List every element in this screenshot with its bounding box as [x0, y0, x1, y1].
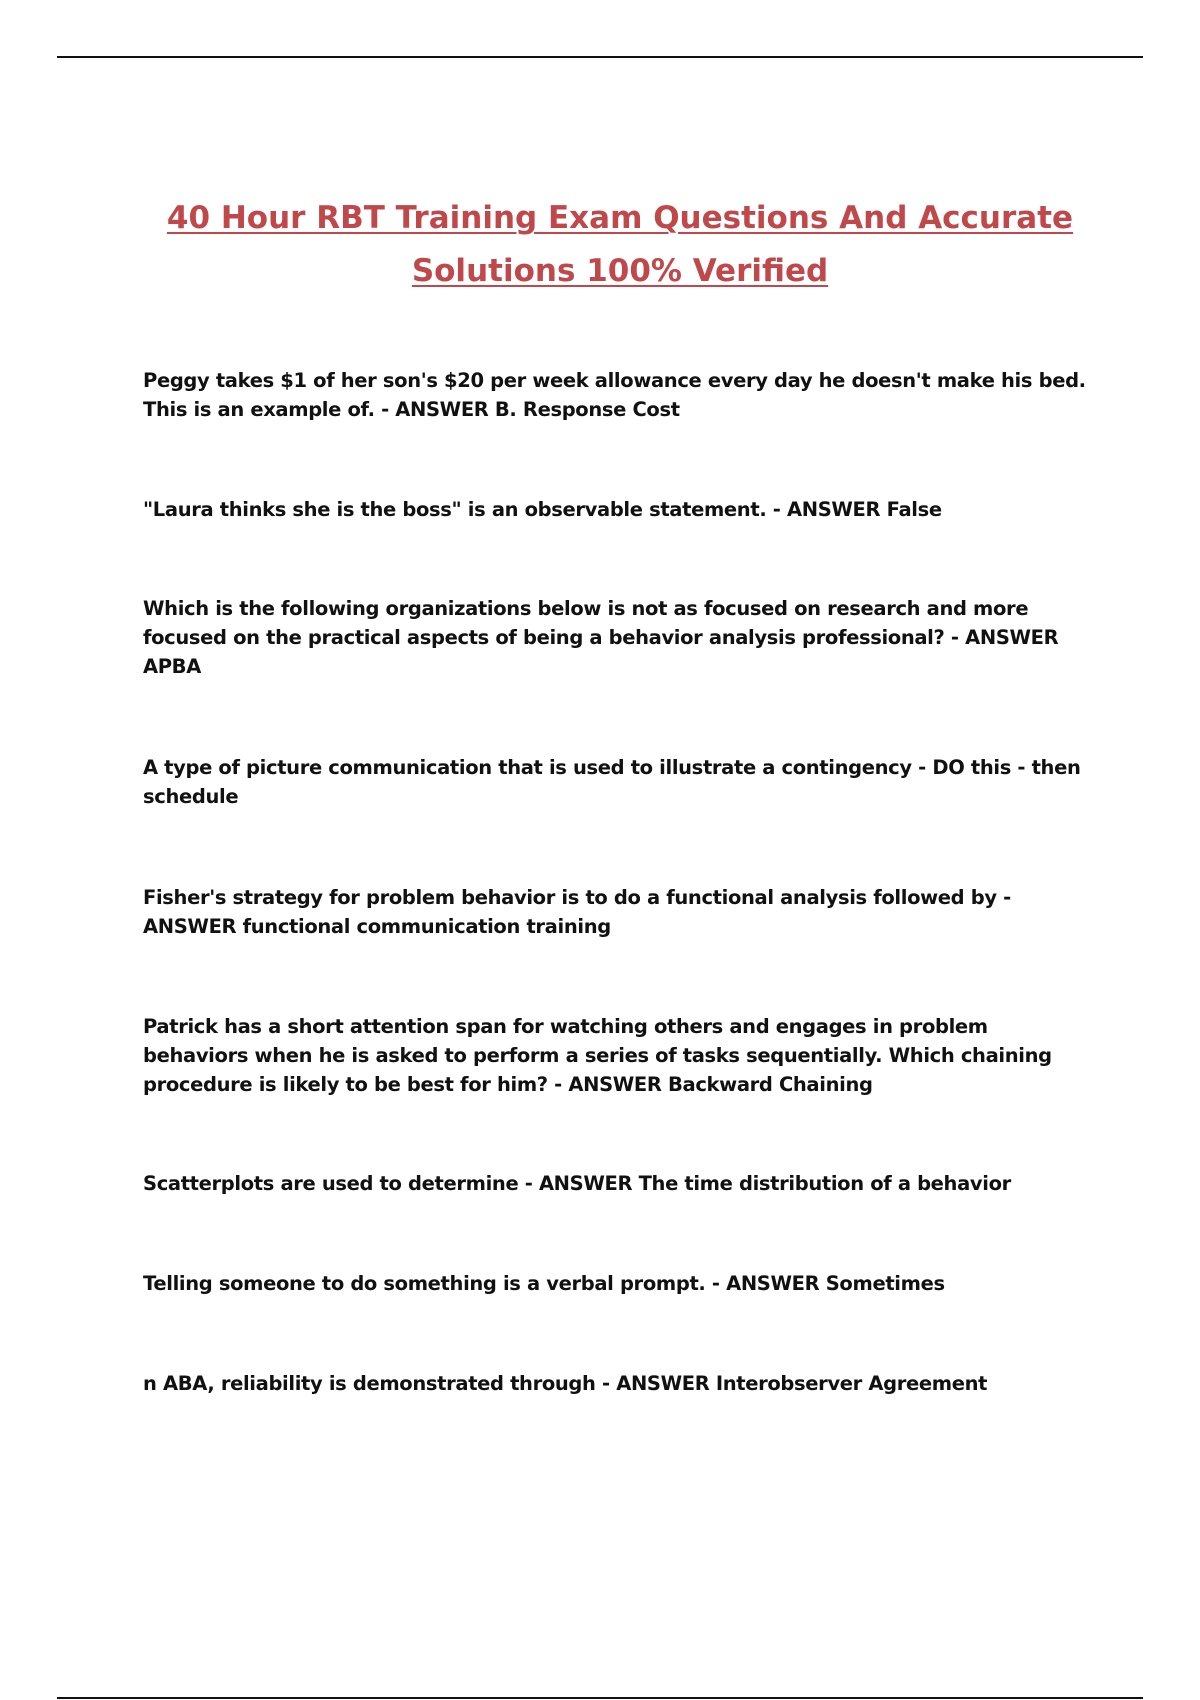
title-line-1: 40 Hour RBT Training Exam Questions And Accurate	[166, 200, 1074, 236]
qa-item-line: Which is the following organizations below is not as focused on research and more	[143, 597, 1029, 620]
qa-item-5	[143, 883, 1103, 941]
qa-item-line: procedure is likely to be best for him? - ANSWER Backward Chaining	[143, 1073, 873, 1096]
qa-item-line: Patrick has a short attention span for watching others and engages in problem	[143, 1015, 988, 1038]
qa-item-7	[143, 1169, 1103, 1198]
qa-item-9	[143, 1369, 1103, 1398]
qa-item-line: n ABA, reliability is demonstrated through - ANSWER Interobserver Agreement	[143, 1372, 988, 1395]
qa-item-line: This is an example of. - ANSWER B. Response Cost	[143, 398, 680, 421]
qa-item-6	[143, 1012, 1103, 1099]
qa-item-4	[143, 753, 1103, 811]
qa-item-2	[143, 495, 1103, 524]
document-title	[130, 192, 1110, 298]
qa-item-line: ANSWER functional communication training	[143, 915, 611, 938]
qa-item-8	[143, 1269, 1103, 1298]
qa-item-line: "Laura thinks she is the boss" is an observable statement. - ANSWER False	[143, 498, 942, 521]
qa-item-line: schedule	[143, 785, 239, 808]
qa-item-line: behaviors when he is asked to perform a series of tasks sequentially. Which chaining	[143, 1044, 1052, 1067]
title-line-2: Solutions 100% Verified	[411, 253, 829, 289]
bottom-rule	[57, 1697, 1143, 1699]
qa-item-line: A type of picture communication that is used to illustrate a contingency - DO this - then	[143, 756, 1081, 779]
qa-item-line: Scatterplots are used to determine - ANSWER The time distribution of a behavior	[143, 1172, 1011, 1195]
qa-item-line: Fisher's strategy for problem behavior is to do a functional analysis followed by -	[143, 886, 1011, 909]
top-rule	[57, 56, 1143, 58]
qa-item-3	[143, 594, 1103, 681]
qa-item-1	[143, 366, 1103, 424]
qa-item-line: focused on the practical aspects of being a behavior analysis professional? - ANSWER	[143, 626, 1059, 649]
qa-item-line: APBA	[143, 655, 201, 678]
qa-item-line: Peggy takes $1 of her son's $20 per week allowance every day he doesn't make his bed.	[143, 369, 1086, 392]
qa-item-line: Telling someone to do something is a verbal prompt. - ANSWER Sometimes	[143, 1272, 945, 1295]
